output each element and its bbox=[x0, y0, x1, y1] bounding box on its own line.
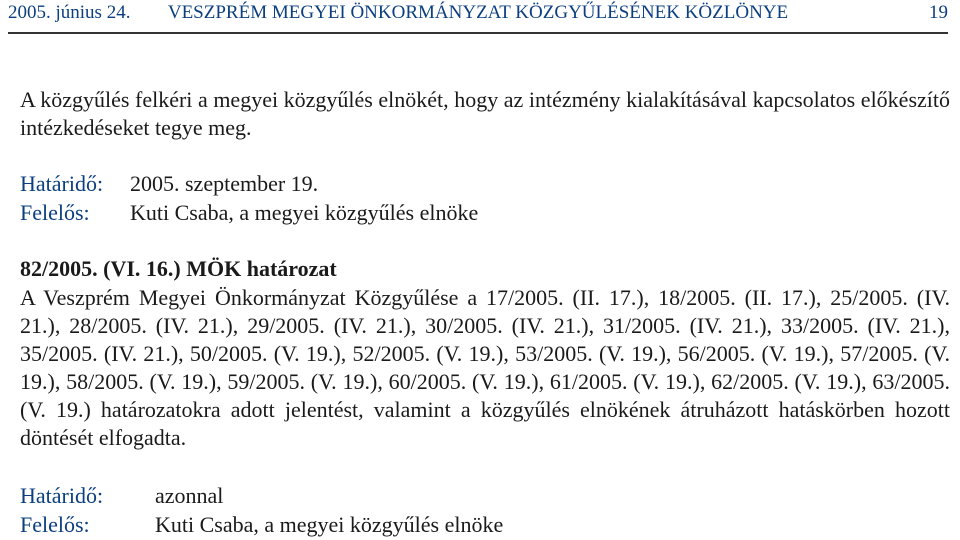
responsible-row-2 bbox=[20, 511, 950, 539]
responsible-value: Kuti Csaba, a megyei közgyűlés elnöke bbox=[155, 512, 504, 537]
responsible-row-1 bbox=[20, 199, 950, 227]
deadline-value: azonnal bbox=[155, 483, 224, 508]
page-header bbox=[8, 0, 948, 30]
deadline-label: Határidő: bbox=[20, 171, 104, 196]
header-date: 2005. június 24. bbox=[8, 2, 131, 23]
deadline-row-2 bbox=[20, 482, 950, 510]
deadline-label: Határidő: bbox=[20, 483, 104, 508]
header-divider bbox=[8, 32, 948, 34]
responsible-label: Felelős: bbox=[20, 200, 90, 225]
responsible-label: Felelős: bbox=[20, 512, 90, 537]
header-title: VESZPRÉM MEGYEI ÖNKORMÁNYZAT KÖZGYŰLÉSÉNEK KÖZLÖNYE bbox=[167, 2, 789, 23]
deadline-value: 2005. szeptember 19. bbox=[130, 171, 319, 196]
responsible-value: Kuti Csaba, a megyei közgyűlés elnöke bbox=[130, 200, 479, 225]
header-page-number: 19 bbox=[929, 2, 948, 23]
resolution-body: A Veszprém Megyei Önkormányzat Közgyűlése a 17/2005. (II. 17.), 18/2005. (II. 17.), 25/2005. (IV. 21.), 28/2005. (IV. 21.), 29/2005. (IV. 21.), 30/2005. (IV. 21.), 31/2005. (IV. 21.), 33/2005. (IV. 21.), 35/2005. (IV. 21.), 50/2005. (V. 19.), 52/2005. (V. 19.), 53/2005. (V. 19.), 56/2005. (V. 19.), 57/2005. (V. 19.), 58/2005. (V. 19.), 59/2005. (V. 19.), 60/2005. (V. 19.), 61/2005. (V. 19.), 62/2005. (V. 19.), 63/2005. (V. 19.) határozatokra adott jelentést, valamint a közgyűlés elnökének átruházott hatáskörben hozott döntését elfogadta. bbox=[20, 285, 950, 450]
paragraph-request: A közgyűlés felkéri a megyei közgyűlés elnökét, hogy az intézmény kialakításával kapcsolatos előkészítő intézkedéseket tegye meg. bbox=[20, 87, 950, 140]
resolution-heading: 82/2005. (VI. 16.) MÖK határozat bbox=[20, 256, 337, 281]
deadline-row-1 bbox=[20, 170, 950, 198]
